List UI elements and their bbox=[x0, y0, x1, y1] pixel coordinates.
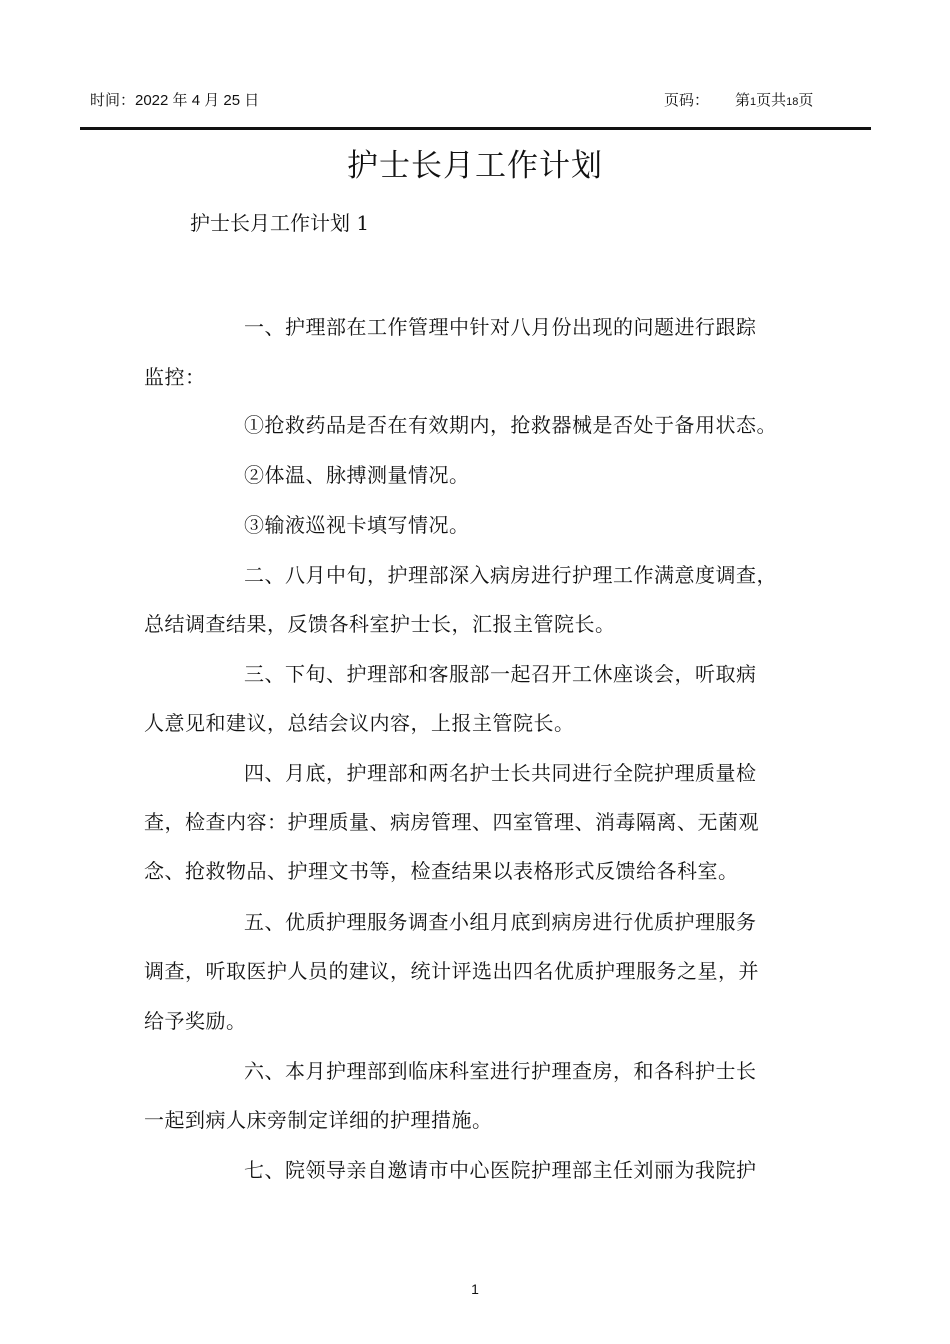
body-line: 一起到病人床旁制定详细的护理措施。 bbox=[144, 1108, 493, 1132]
header-page-info bbox=[664, 89, 813, 110]
body-line: ②体温、脉搏测量情况。 bbox=[244, 463, 470, 487]
body-line: 四、月底，护理部和两名护士长共同进行全院护理质量检 bbox=[244, 761, 757, 785]
page-total: 18 bbox=[786, 96, 799, 108]
body-line: ③输液巡视卡填写情况。 bbox=[244, 513, 470, 537]
header-date: 时间：2022 年 4 月 25 日 bbox=[90, 92, 260, 109]
body-line: 给予奖励。 bbox=[144, 1009, 247, 1033]
document-title: 护士长月工作计划 bbox=[347, 148, 603, 184]
page-suffix: 页 bbox=[798, 92, 814, 109]
document-subtitle: 护士长月工作计划 1 bbox=[190, 211, 370, 235]
body-line: 六、本月护理部到临床科室进行护理查房，和各科护士长 bbox=[244, 1059, 757, 1083]
body-line: 念、抢救物品、护理文书等，检查结果以表格形式反馈给各科室。 bbox=[144, 859, 739, 883]
body-line: ①抢救药品是否在有效期内，抢救器械是否处于备用状态。 bbox=[244, 413, 777, 437]
footer-page-number: 1 bbox=[471, 1281, 479, 1297]
body-line: 一、护理部在工作管理中针对八月份出现的问题进行跟踪 bbox=[244, 315, 757, 339]
body-line: 总结调查结果，反馈各科室护士长，汇报主管院长。 bbox=[144, 612, 616, 636]
header-rule bbox=[80, 127, 871, 130]
body-line: 七、院领导亲自邀请市中心医院护理部主任刘丽为我院护 bbox=[244, 1158, 757, 1182]
body-line: 调查，听取医护人员的建议，统计评选出四名优质护理服务之星，并 bbox=[144, 959, 759, 983]
page-mid: 页共 bbox=[756, 92, 787, 109]
page-current: 1 bbox=[750, 96, 757, 108]
page-prefix: 第 bbox=[735, 92, 751, 109]
body-line: 查，检查内容：护理质量、病房管理、四室管理、消毒隔离、无菌观 bbox=[144, 810, 759, 834]
body-line: 人意见和建议，总结会议内容，上报主管院长。 bbox=[144, 711, 575, 735]
body-line: 三、下旬、护理部和客服部一起召开工休座谈会，听取病 bbox=[244, 662, 757, 686]
body-line: 二、八月中旬，护理部深入病房进行护理工作满意度调查， bbox=[244, 563, 777, 587]
body-line: 五、优质护理服务调查小组月底到病房进行优质护理服务 bbox=[244, 910, 757, 934]
page-label: 页码： bbox=[664, 92, 710, 109]
body-line: 监控： bbox=[144, 365, 206, 389]
